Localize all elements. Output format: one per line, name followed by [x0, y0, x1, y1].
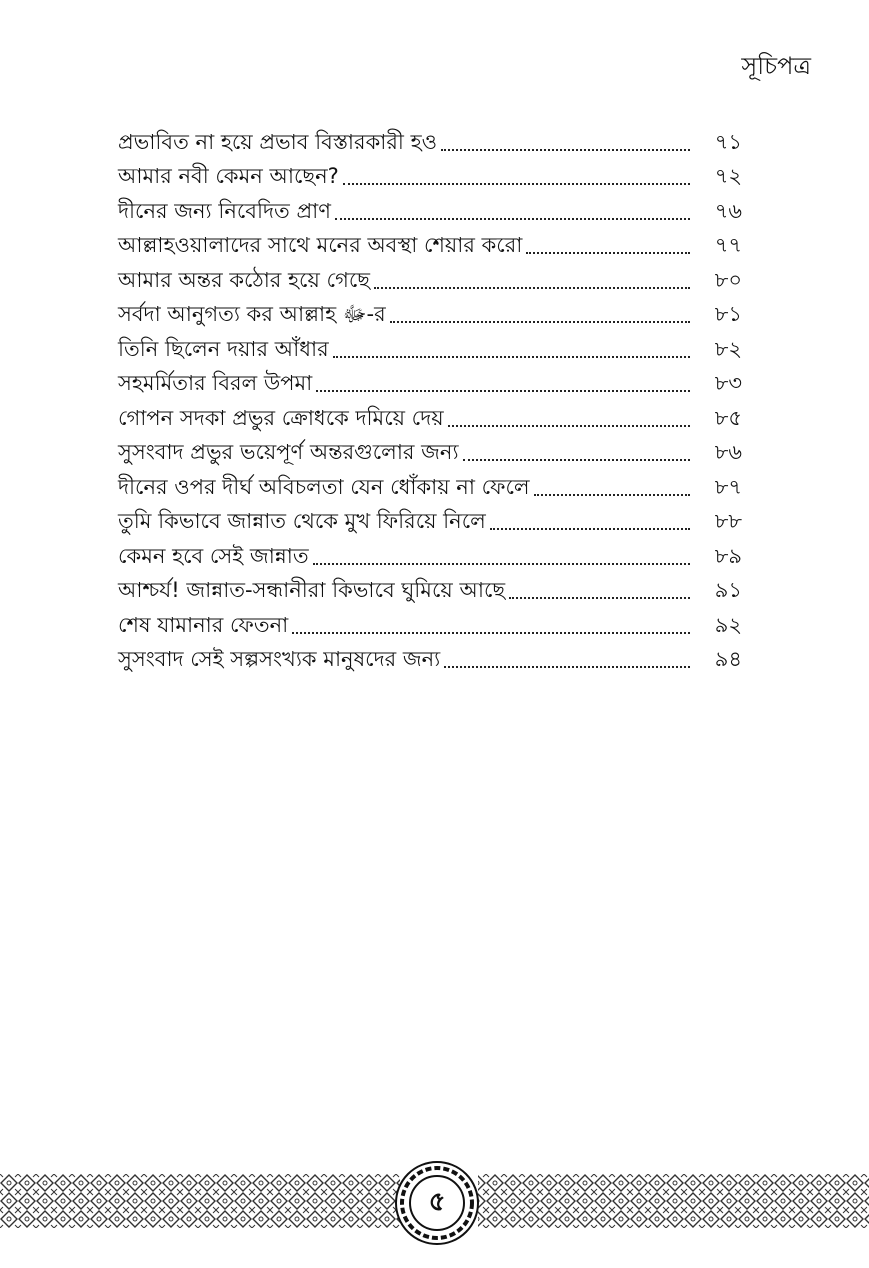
- toc-entry-page: ৮৬: [714, 440, 742, 464]
- toc-entry: [118, 463, 742, 498]
- table-of-contents: [118, 118, 742, 670]
- toc-entry: [118, 118, 742, 153]
- toc-entry-page: ৮১: [714, 302, 742, 326]
- toc-entry: [118, 291, 742, 326]
- toc-entry-title: গোপন সদকা প্রভুর ক্রোধকে দমিয়ে দেয়: [118, 405, 444, 430]
- toc-entry-page: ৮২: [714, 336, 742, 361]
- toc-entry-page: ৭২: [714, 164, 742, 188]
- toc-entry-title: সহমর্মিতার বিরল উপমা: [118, 371, 313, 395]
- dot-leader: [441, 149, 690, 151]
- dot-leader: [390, 321, 690, 323]
- toc-entry-page: ৮৯: [714, 543, 742, 568]
- toc-entry: [118, 360, 742, 395]
- toc-entry-page: ৭৭: [714, 233, 742, 257]
- toc-entry-title: তুমি কিভাবে জান্নাত থেকে মুখ ফিরিয়ে নিলে: [118, 509, 486, 533]
- page-number: ৫: [428, 1187, 446, 1217]
- toc-entry: [118, 636, 742, 671]
- toc-entry: [118, 532, 742, 567]
- dot-leader: [448, 425, 690, 427]
- toc-entry-page: ৯১: [714, 578, 742, 602]
- dot-leader: [292, 632, 690, 634]
- toc-entry: [118, 325, 742, 360]
- dot-leader: [534, 494, 690, 496]
- toc-entry-page: ৯৪: [714, 647, 742, 671]
- toc-entry-page: ৮০: [714, 267, 742, 292]
- dot-leader: [343, 183, 690, 185]
- dot-leader: [444, 666, 690, 668]
- toc-entry-title: দীনের জন্য নিবেদিত প্রাণ: [118, 198, 331, 223]
- dot-leader: [490, 528, 690, 530]
- toc-entry-page: ৭১: [714, 129, 742, 154]
- toc-entry: [118, 498, 742, 533]
- toc-entry: [118, 187, 742, 222]
- toc-entry-page: ৮৭: [714, 474, 742, 499]
- toc-entry-title: আল্লাহওয়ালাদের সাথে মনের অবস্থা শেয়ার করো: [118, 233, 523, 257]
- dot-leader: [463, 459, 690, 461]
- toc-entry-title: আমার অন্তর কঠোর হয়ে গেছে: [118, 267, 370, 292]
- toc-entry: [118, 429, 742, 464]
- toc-entry-title: প্রভাবিত না হয়ে প্রভাব বিস্তারকারী হও: [118, 129, 438, 154]
- toc-entry-page: ৮৮: [714, 509, 742, 533]
- dot-leader: [335, 218, 690, 220]
- dot-leader: [374, 287, 690, 289]
- toc-entry-page: ৯২: [714, 612, 742, 637]
- page-header-title: সূচিপত্র: [741, 52, 811, 80]
- toc-entry-title: শেষ যামানার ফেতনা: [118, 612, 289, 637]
- toc-entry-title: সুসংবাদ প্রভুর ভয়েপূর্ণ অন্তরগুলোর জন্য: [118, 440, 459, 464]
- toc-entry-page: ৮৩: [714, 371, 742, 395]
- toc-entry-title: দীনের ওপর দীর্ঘ অবিচলতা যেন ধোঁকায় না ফেলে: [118, 474, 530, 499]
- toc-entry-title: আমার নবী কেমন আছেন?: [118, 164, 339, 188]
- dot-leader: [509, 597, 690, 599]
- toc-entry-title: কেমন হবে সেই জান্নাত: [118, 543, 309, 568]
- dot-leader: [316, 390, 690, 392]
- dot-leader: [333, 356, 690, 358]
- toc-entry: [118, 394, 742, 429]
- toc-entry-page: ৭৬: [714, 198, 742, 223]
- page-number-medallion: [394, 1160, 480, 1246]
- dot-leader: [313, 563, 690, 565]
- toc-entry-title: সুসংবাদ সেই সল্পসংখ্যক মানুষদের জন্য: [118, 647, 441, 671]
- dot-leader: [526, 252, 690, 254]
- toc-entry-page: ৮৫: [714, 405, 742, 430]
- toc-entry: [118, 601, 742, 636]
- toc-entry: [118, 567, 742, 602]
- toc-entry-title: আশ্চর্য! জান্নাত-সন্ধানীরা কিভাবে ঘুমিয়ে আছে: [118, 578, 506, 602]
- toc-entry: [118, 153, 742, 188]
- toc-entry: [118, 256, 742, 291]
- toc-entry: [118, 222, 742, 257]
- toc-entry-title: তিনি ছিলেন দয়ার আঁধার: [118, 336, 329, 361]
- toc-entry-title: সর্বদা আনুগত্য কর আল্লাহ ﷻ-র: [118, 302, 386, 326]
